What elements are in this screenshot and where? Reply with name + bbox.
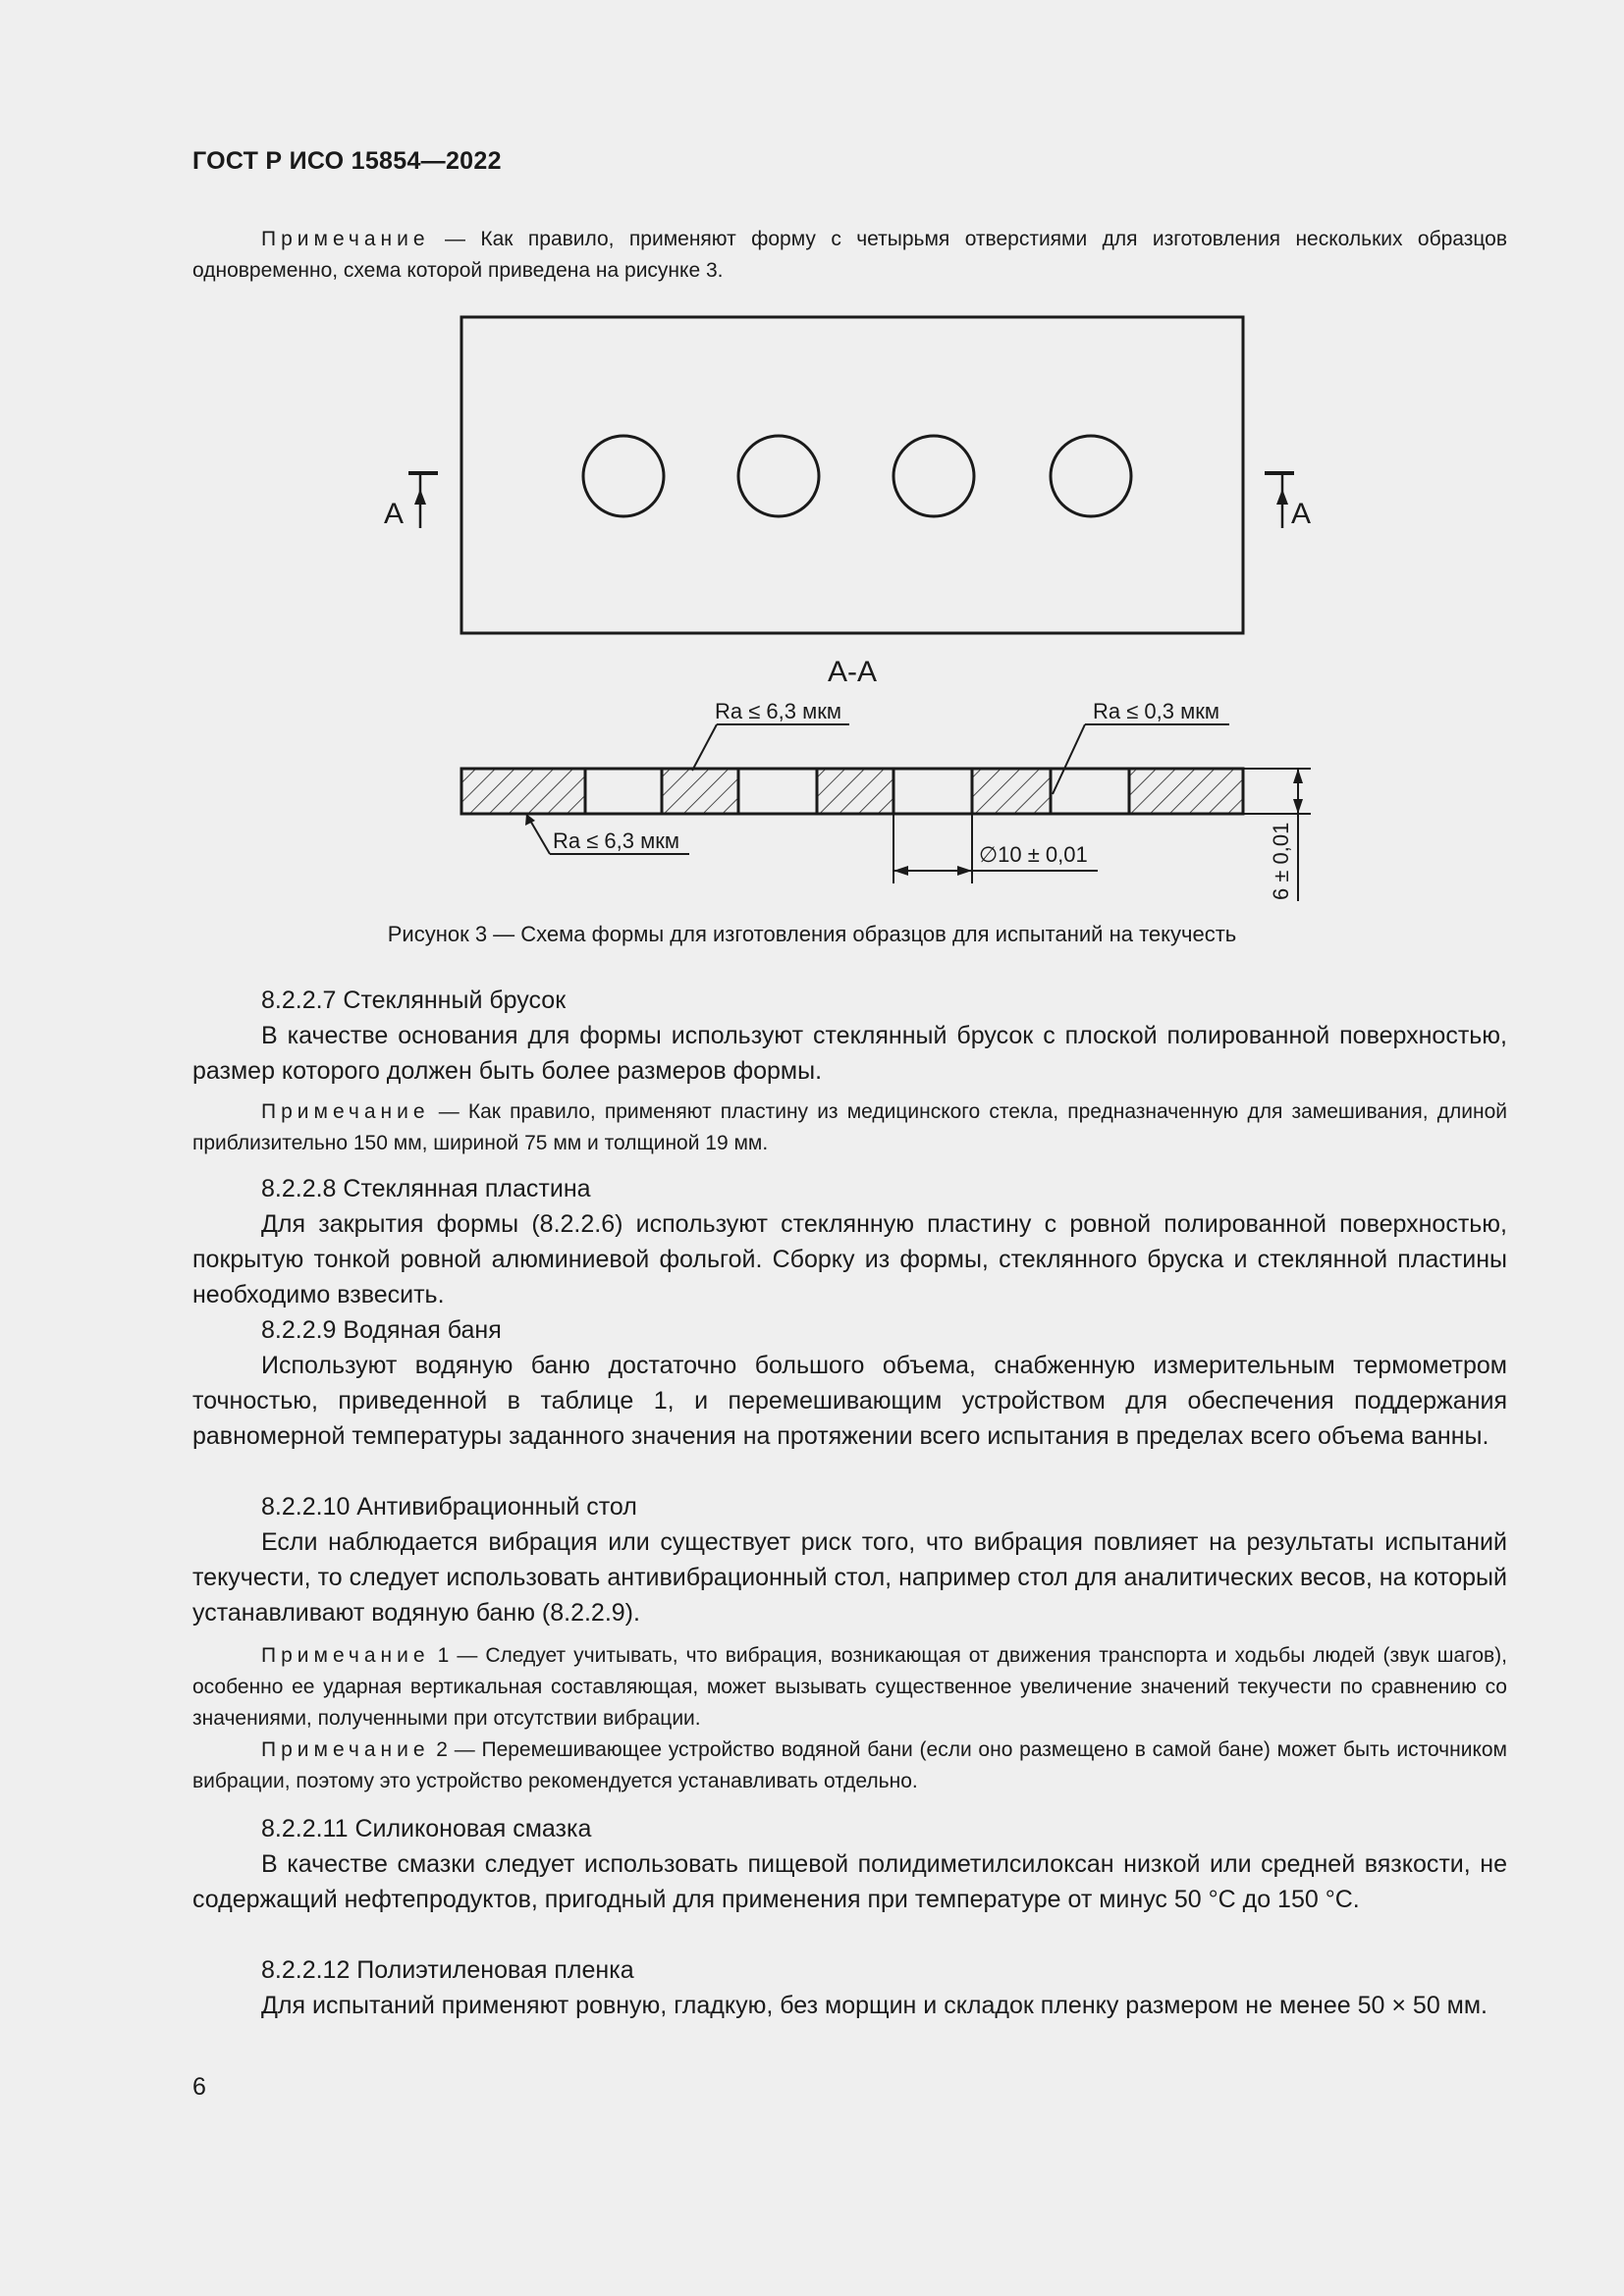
hole-4 bbox=[1051, 436, 1131, 516]
section-heading: 8.2.2.7 Стеклянный брусок bbox=[261, 987, 567, 1014]
hole-1 bbox=[583, 436, 664, 516]
mold-section-view bbox=[461, 769, 1243, 814]
section-heading: 8.2.2.10 Антивибрационный стол bbox=[261, 1493, 637, 1521]
section-marker-right bbox=[1265, 473, 1294, 528]
section-body: Используют водяную баню достаточно большого объема, снабженную измерительным термометром точностью, приведенной в таблице 1, и перемешивающим устройством для обеспечения поддержания равномерной температуры заданного значения на протяжении всего испытания в пределах всего объема ванны. bbox=[192, 1352, 1507, 1450]
section-marker-left bbox=[408, 473, 438, 528]
section-body: Для закрытия формы (8.2.2.6) используют стеклянную пластину с ровной полированной поверхностью, покрытую тонкой ровной алюминиевой фольгой. Сборку из формы, стеклянного бруска и стеклянной пластины необходимо взвесить. bbox=[192, 1210, 1507, 1308]
section-heading: 8.2.2.12 Полиэтиленовая пленка bbox=[261, 1956, 634, 1984]
note-label: Примечание bbox=[261, 1738, 430, 1761]
page-number: 6 bbox=[192, 2073, 206, 2101]
section-body: Если наблюдается вибрация или существует риск того, что вибрация повлияет на результаты испытаний текучести, то следует использовать антивибрационный стол, например стол для аналитических весов, на который устанавливают водяную баню (8.2.2.9). bbox=[192, 1528, 1507, 1627]
section-label-left: А bbox=[384, 498, 405, 530]
section-body: В качестве основания для формы используют стеклянный брусок с плоской полированной поверхностью, размер которого должен быть более размеров формы. bbox=[192, 1022, 1507, 1085]
section-82210 bbox=[192, 1489, 1507, 1797]
hole-2 bbox=[738, 436, 819, 516]
note-text: 2 — Перемешивающее устройство водяной бани (если оно размещено в самой бане) может быть источником вибрации, поэтому это устройство рекомендуется устанавливать отдельно. bbox=[192, 1738, 1507, 1792]
section-82212 bbox=[192, 1952, 1507, 2023]
section-heading: 8.2.2.11 Силиконовая смазка bbox=[261, 1815, 592, 1842]
section-8229 bbox=[192, 1312, 1507, 1454]
thickness-dimension: 6 ± 0,01 bbox=[1269, 822, 1293, 900]
section-body: В качестве смазки следует использовать пищевой полидиметилсилоксан низкой или средней вязкости, не содержащий нефтепродуктов, пригодный для применения при температуре от минус 50 °С до 150 °С. bbox=[192, 1850, 1507, 1913]
ra-label-top-left: Ra ≤ 6,3 мкм bbox=[715, 699, 841, 723]
mold-plan-view bbox=[461, 317, 1243, 633]
note-text: — Как правило, применяют форму с четырьмя отверстиями для изготовления нескольких образцов одновременно, схема которой приведена на рисунке 3. bbox=[192, 228, 1507, 282]
note-text: 1 — Следует учитывать, что вибрация, возникающая от движения транспорта и ходьбы людей (звук шагов), особенно ее ударная вертикальная составляющая, может вызывать существенное увеличение значений текучести по сравнению со значениями, полученными при отсутствии вибрации. bbox=[192, 1644, 1507, 1730]
section-heading: 8.2.2.8 Стеклянная пластина bbox=[261, 1175, 591, 1202]
section-heading: 8.2.2.9 Водяная баня bbox=[261, 1316, 502, 1344]
note-label: Примечание bbox=[261, 1100, 430, 1123]
hole-3 bbox=[893, 436, 974, 516]
figure-3-drawing bbox=[0, 0, 1624, 942]
diameter-dimension: ∅10 ± 0,01 bbox=[979, 842, 1088, 867]
section-body: Для испытаний применяют ровную, гладкую, без морщин и складок пленку размером не менее 50 × 50 мм. bbox=[261, 1992, 1488, 2019]
ra-label-bottom: Ra ≤ 6,3 мкм bbox=[553, 828, 679, 853]
note-label: Примечание bbox=[261, 228, 430, 250]
figure-caption: Рисунок 3 — Схема формы для изготовления образцов для испытаний на текучесть bbox=[387, 922, 1237, 946]
section-8228 bbox=[192, 1171, 1507, 1312]
section-title: А-А bbox=[827, 656, 878, 688]
document-header: ГОСТ Р ИСО 15854—2022 bbox=[192, 147, 502, 175]
section-label-right: А bbox=[1291, 498, 1312, 530]
section-8227 bbox=[192, 983, 1507, 1159]
note-text: — Как правило, применяют пластину из медицинского стекла, предназначенную для замешивания, длиной приблизительно 150 мм, шириной 75 мм и толщиной 19 мм. bbox=[192, 1100, 1507, 1154]
note-label: Примечание bbox=[261, 1644, 430, 1667]
ra-label-top-right: Ra ≤ 0,3 мкм bbox=[1093, 699, 1219, 723]
section-82211 bbox=[192, 1811, 1507, 1917]
